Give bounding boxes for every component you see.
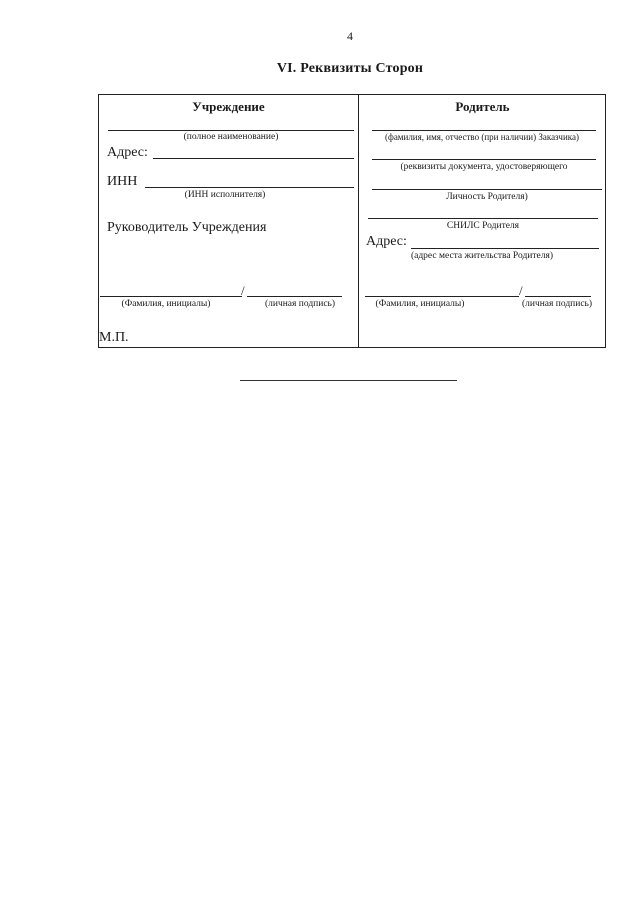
parent-surname-line	[365, 296, 519, 297]
parent-signature-line	[525, 296, 591, 297]
parent-signature-caption: (личная подпись)	[521, 299, 593, 309]
parent-surname-caption: (Фамилия, инициалы)	[375, 299, 465, 309]
parent-snils-line	[368, 218, 598, 219]
parent-name-line	[372, 130, 596, 131]
column-divider	[358, 94, 359, 348]
institution-inn-label: ИНН	[107, 174, 138, 189]
institution-address-label: Адрес:	[107, 145, 148, 160]
parent-heading: Родитель	[455, 99, 510, 114]
institution-signature-line	[247, 296, 342, 297]
parent-address-label: Адрес:	[366, 234, 407, 249]
parent-identity-caption: Личность Родителя)	[446, 192, 528, 202]
section-title: VI. Реквизиты Сторон	[276, 61, 424, 76]
seal-label: М.П.	[99, 330, 129, 345]
parent-name-caption: (фамилия, имя, отчество (при наличии) Заказчика)	[384, 132, 580, 142]
page-number: 4	[347, 29, 353, 43]
institution-inn-line	[145, 187, 354, 188]
parent-slash: /	[519, 283, 523, 298]
parent-document-line	[372, 159, 596, 160]
institution-name-line	[108, 130, 354, 131]
institution-director-label: Руководитель Учреждения	[107, 220, 267, 235]
parent-address-line	[411, 248, 599, 249]
parent-snils-caption: СНИЛС Родителя	[446, 221, 520, 231]
institution-surname-line	[100, 296, 242, 297]
parent-identity-line	[372, 189, 602, 190]
institution-name-caption: (полное наименование)	[183, 132, 279, 142]
institution-heading: Учреждение	[192, 99, 265, 114]
institution-signature-caption: (личная подпись)	[264, 299, 336, 309]
end-rule	[240, 380, 457, 381]
institution-slash: /	[241, 283, 245, 298]
institution-surname-caption: (Фамилия, инициалы)	[121, 299, 211, 309]
institution-address-line	[153, 158, 354, 159]
parent-document-caption: (реквизиты документа, удостоверяющего	[400, 162, 568, 172]
institution-inn-caption: (ИНН исполнителя)	[184, 190, 266, 200]
parent-residence-caption: (адрес места жительства Родителя)	[410, 251, 554, 261]
